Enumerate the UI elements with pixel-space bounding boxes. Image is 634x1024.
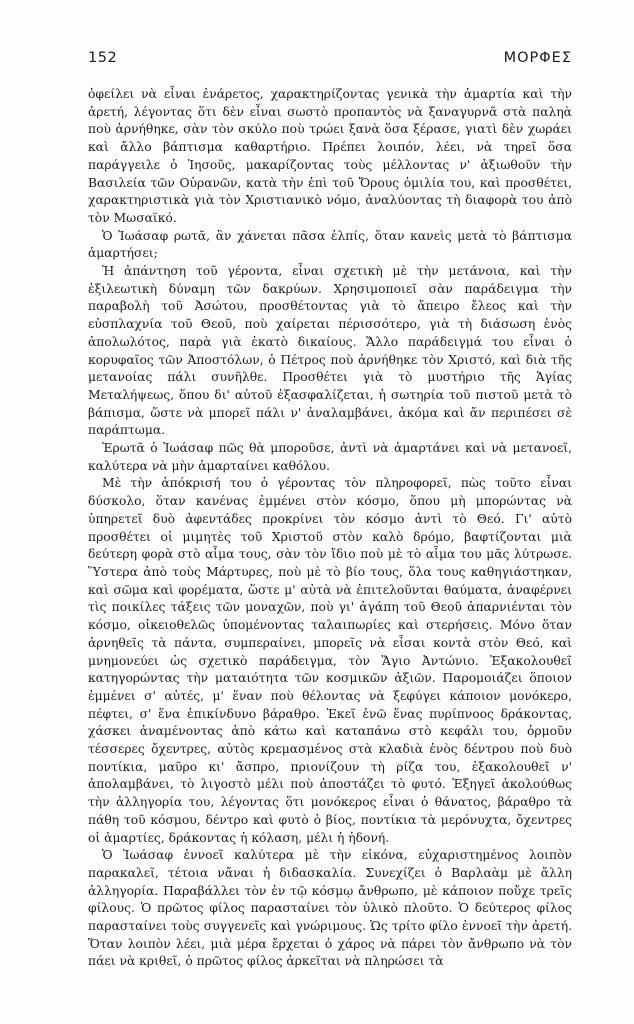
paragraph: Ἐρωτᾶ ὁ Ἰωάσαφ πῶς θὰ μποροῦσε, ἀντὶ νὰ ἁμαρτάνει καὶ νὰ μετανοεῖ, καλύτερα νὰ μὴν ἁμαρταίνει καθόλου. xyxy=(88,441,572,473)
journal-title: ΜΟΡΦΕΣ xyxy=(503,50,572,66)
body-text xyxy=(88,86,572,971)
page-number: 152 xyxy=(88,50,118,66)
paragraph: Μὲ τὴν ἀπόκρισή του ὁ γέροντας τὸν πληροφορεῖ, πὼς τοῦτο εἶναι δύσκολο, ὅταν κανένας ἐμμένει στὸν κόσμο, ὅπου μὴ μπορώντας νὰ ὑπηρετεῖ δυὸ ἀφεντάδες προκρίνει τὸν κόσμο ἀντὶ τὸ Θεό. Γι' αὐτὸ προσθέτει οἱ μιμητὲς τοῦ Χριστοῦ στὸν καλὸ δρόμο, βαφτίζονται μιὰ δεύτερη φορὰ στὸ αἷμα τους, σὰν τὸν ἴδιο ποὺ μὲ τὸ αἷμα του μᾶς λύτρωσε. Ὕστερα ἀπὸ τοὺς Μάρτυρες, ποὺ μὲ τὸ βίο τους, ὅλα τους καθηγιάστηκαν, καὶ σῶμα καὶ φορέματα, ὥστε μ' αὐτὰ νὰ ἐπιτελοῦνται θαύματα, ἀναφέρνει τὶς ποικίλες τάξεις τῶν μοναχῶν, ποὺ γι' ἀγάπη τοῦ Θεοῦ ἀπαρνιένται τὸν κόσμο, οἰκειοθελῶς ὑπομένοντας ταλαιπωρίες καὶ στερήσεις. Μόνο ὅταν ἀρνηθεῖς τὰ πάντα, συμπεραίνει, μπορεῖς νὰ εἶσαι κοντὰ στὸν Θεό, καὶ μνημονεύει ὡς σχετικὸ παράδειγμα, τὸν Ἅγιο Ἀντώνιο. Ἐξακολουθεῖ κατηγορώντας τὴν ματαιότητα τῶν κοσμικῶν ἀξιῶν. Παρομοιάζει ὅποιον ἐμμένει σ' αὐτές, μ' ἕναν ποὺ θέλοντας νὰ ξεφύγει κάποιον μονόκερο, πέφτει, σ' ἕνα ἐπικίνδυνο βάραθρο. Ἐκεῖ ἐνῶ ἕνας πυρίπνοος δράκοντας, χάσκει ἀναμένοντας ἀπὸ κάτω καὶ καταπάνω στὸ κεφάλι του, ὁρμοῦν τέσσερες ὄχεντρες, αὐτὸς κρεμασμένος στὰ κλαδιὰ ἑνὸς δέντρου ποὺ δυὸ ποντίκια, μαῦρο κι' ἄσπρο, πριονίζουν τὴ ρίζα του, ἐξακολουθεῖ ν' ἀπολαμβάνει, τὸ λιγοστὸ μέλι ποὺ ἀποστάζει τὸ φυτό. Ἐξηγεῖ ἀκολούθως τὴν ἀλληγορία του, λέγοντας ὅτι μονόκερος εἶναι ὁ θάνατος, βάραθρο τὰ πάθη τοῦ κόσμου, δέντρο καὶ φυτὸ ὁ βίος, ποντίκια τὰ μερόνυχτα, ὄχεντρες οἱ ἁμαρτίες, δράκοντας ἡ κόλαση, μέλι ἡ ἡδονή. xyxy=(88,476,572,845)
paragraph: Ὁ Ἰωάσαφ ἐννοεῖ καλύτερα μὲ τὴν εἰκόνα, εὐχαριστημένος λοιπὸν παρακαλεῖ, τέτοια νἄναι ἡ διδασκαλία. Συνεχίζει ὁ Βαρλαὰμ μὲ ἄλλη ἀλληγορία. Παραβάλλει τὸν ἐν τῷ κόσμῳ ἄνθρωπο, μὲ κάποιον ποὔχε τρεῖς φίλους. Ὁ πρῶτος φίλος παρασταίνει τὸν ὑλικὸ πλοῦτο. Ὁ δεύτερος φίλος παρασταίνει τοὺς συγγενεῖς καὶ γνώριμους. Ὡς τρίτο φίλο ἐννοεῖ τὴν ἀρετή. Ὅταν λοιπὸν λέει, μιὰ μέρα ἔρχεται ὁ χάρος νὰ πάρει τὸν ἄνθρωπο νὰ τὸν πάει νὰ κριθεῖ, ὁ πρῶτος φίλος ἀρκεῖται νὰ πληρώσει τὰ xyxy=(88,848,572,969)
paragraph: Ἡ ἀπάντηση τοῦ γέροντα, εἶναι σχετικὴ μὲ τὴν μετάνοια, καὶ τὴν ἐξιλεωτικὴ δύναμη τῶν δακρύων. Χρησιμοποιεῖ σὰν παράδειγμα τὴν παραβολὴ τοῦ Ἀσώτου, προσθέτοντας γιὰ τὸ ἄπειρο ἔλεος καὶ τὴν εὐσπλαχνία τοῦ Θεοῦ, ποὺ χαίρεται πέρισσότερο, γιὰ τὴ διάσωση ἑνὸς ἀπολωλότος, παρὰ γιὰ ἑκατὸ δικαίους. Ἄλλο παράδειγμά του εἶναι ὁ κορυφαῖος τῶν Ἀποστόλων, ὁ Πέτρος ποὺ ἀρνήθηκε τὸν Χριστό, καὶ διὰ τῆς μετανοίας πάλι συνῆλθε. Προσθέτει γιὰ τὸ μυστήριο τῆς Ἁγίας Μεταλήψεως, ὅπου δι' αὐτοῦ ἐξασφαλίζεται, ἡ σωτηρία τοῦ πιστοῦ μετὰ τὸ βάπισμα, ὥστε νὰ μπορεῖ πάλι ν' ἀναλαμβάνει, ἀκόμα καὶ ἄν περιπέσει σὲ παράπτωμα. xyxy=(88,264,572,438)
running-head xyxy=(88,50,572,72)
paragraph: ὀφείλει νὰ εἶναι ἐνάρετος, χαρακτηρίζοντας γενικὰ τὴν ἁμαρτία καὶ τὴν ἀρετή, λέγοντας ὅτι δὲν εἶναι σωστὸ προπαντὸς νὰ ξαναγυρνᾶ στὰ παληὰ ποὺ ἀρνήθηκε, σὰν τὸν σκύλο ποὺ τρώει ξανὰ ὅσα ξέρασε, γιατὶ δὲν χωράει καὶ ἄλλο βάπτισμα καθαρτήριο. Πρέπει λοιπόν, λέει, νὰ τηρεῖ ὅσα παράγγειλε ὁ Ἰησοῦς, μακαρίζοντας τοὺς μέλλοντας ν' ἀξιωθοῦν τὴν Βασιλεία τῶν Οὐρανῶν, κατὰ τὴν ἐπὶ τοῦ Ὄρους ὁμιλία του, καὶ προσθέτει, χαρακτηριστικὰ γιὰ τὸν Χριστιανικὸ νόμο, ἀναλύοντας τὴ διαφορὰ του ἀπὸ τὸν Μωσαϊκό. xyxy=(88,87,572,225)
paragraph: Ὁ Ἰωάσαφ ρωτᾶ, ἂν χάνεται πᾶσα ἐλπίς, ὅταν κανεὶς μετὰ τὸ βάπτισμα ἁμαρτήσει; xyxy=(88,228,572,261)
